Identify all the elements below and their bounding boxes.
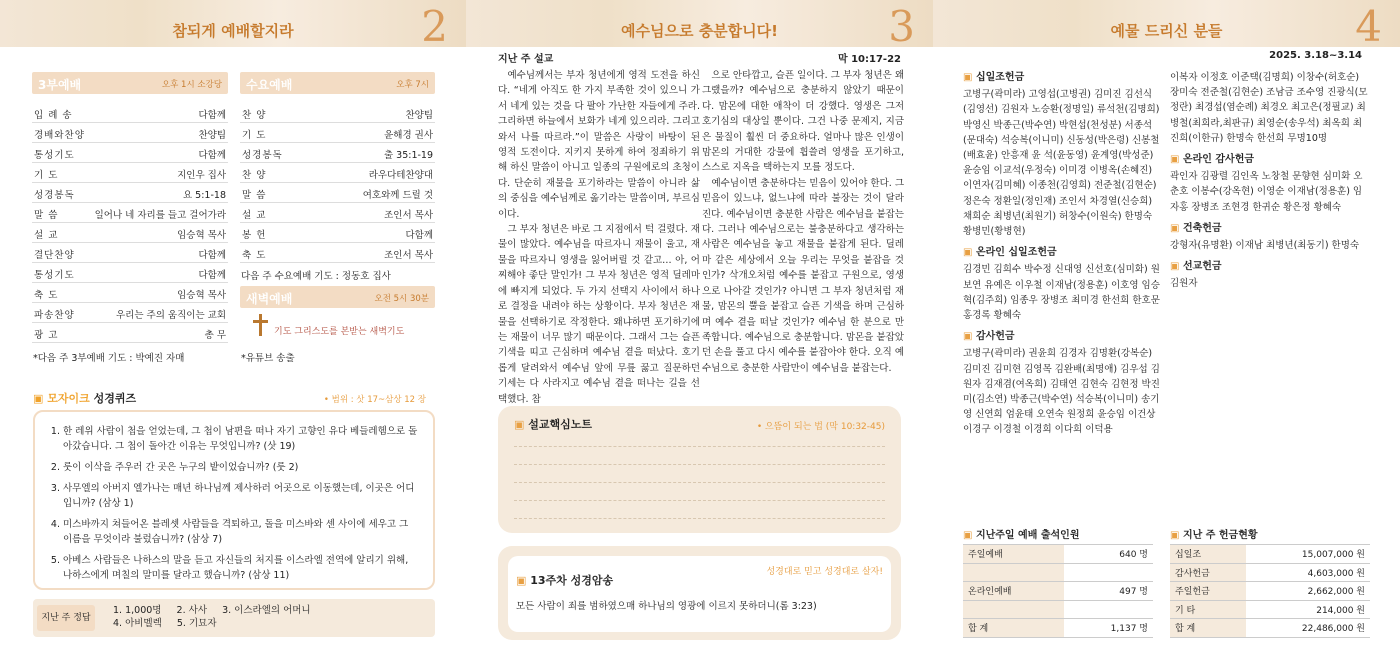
schedule-item: 축 도 [34, 290, 59, 301]
stat-row [963, 563, 1153, 582]
offering-category [963, 70, 1163, 239]
memory-verse-inner [508, 556, 891, 632]
dawn-service-time: 오전 5시 30분 [374, 294, 429, 304]
schedule-item: 축 도 [242, 250, 267, 261]
schedule-value: 라우다테찬양대 [368, 170, 433, 181]
panel-title: 참되게 예배할지라 [172, 22, 294, 40]
schedule-item: 통성기도 [34, 150, 75, 161]
stat-label: 주일예배 [963, 545, 1064, 564]
offering-names: 김경민 김희수 박수정 신대영 신선호(심미화) 원보연 유예은 이우철 이재남(정용훈) 이호영 임승혁(김주희) 임종우 장병조 최미경 한선희 한호문 홍경록 황혜숙 [963, 264, 1160, 322]
quiz-heading: 성경퀴즈 [93, 392, 137, 405]
stat-value [1064, 563, 1153, 582]
schedule-row [32, 323, 228, 343]
offering-panel [933, 0, 1400, 662]
page-number: 2 [421, 2, 448, 51]
schedule-item: 성경봉독 [34, 190, 75, 201]
note-line[interactable] [514, 446, 885, 447]
square-icon: ▣ [963, 530, 973, 541]
panel-banner [466, 0, 933, 51]
offering-category-name: 선교헌금 [1182, 261, 1222, 273]
square-icon: ▣ [516, 574, 527, 587]
quiz-range: • 범위 : 삿 17~삼상 12 장 [323, 395, 426, 405]
sermon-paragraph: 예수님이면 충분하다는 믿음이 있어야 한다. 그 믿음이 있느냐, 없느냐에 따라 불장는 것이 달라진다. 예수님이면 충분한 사람은 예수님을 붙잡는다. 그러나 예수님으로는 불충분하다고 생각하는 사람은 예수님을 놓고 재물을 붙잡게 된다. 딜레마 같은 세상에서 오늘 우리는 무엇을 붙잡을 것인가? 삭개오처럼 예수를 붙잡고 구원으로, 영생으로 나아갈 것인가? 아니면 그 부자 청년처럼 재물, 맘몬의 뿔을 붙잡고 슬픈 기색을 하며 근심하며 예수 곁을 떠날 것인가? 예수님 한 분으로 만족합니다. 예수님으로 충분합니다. 맘몬을 붙잡았던 손을 풀고 다시 예수를 붙잡아야 한다. 오직 예수님으로 충분한 사람만이 예수님을 붙잡는다. [702, 177, 904, 374]
memory-verse-text: 모든 사람이 죄를 범하였으매 하나님의 영광에 이르지 못하더니(롬 3:23) [516, 601, 817, 612]
schedule-value: 임승혁 목사 [177, 290, 226, 301]
note-line[interactable] [514, 518, 885, 519]
square-icon: ▣ [1170, 530, 1180, 541]
sermon-notes-sub: • 으뜸이 되는 법 (막 10:32-45) [756, 422, 885, 432]
quiz-square-icon: ▣ [33, 392, 44, 405]
offering-list-left [963, 70, 1163, 444]
panel-banner [0, 0, 466, 51]
attendance-heading: 지난주일 예배 출석인원 [975, 530, 1080, 541]
square-icon: ▣ [963, 331, 976, 343]
sunday-service-title: 3부예배 [38, 78, 82, 92]
schedule-row [240, 123, 435, 143]
schedule-item: 성경봉독 [242, 150, 283, 161]
stat-value: 497 명 [1064, 582, 1153, 601]
stat-label: 합 계 [1170, 619, 1246, 638]
dawn-prayer-logo [246, 312, 436, 344]
stat-value: 640 명 [1064, 545, 1153, 564]
note-line[interactable] [514, 464, 885, 465]
schedule-row [32, 203, 228, 223]
attendance-title [963, 526, 1080, 541]
sermon-paragraph: 으로 안타깝고, 슬픈 일이다. 그 부자 청년은 왜 그랬을까? 예수님으로 충분하지 않았기 때문이다. 맘몬에 대한 애착이 더 강했다. 영생은 그저 호기심의 대상일 뿐이다. 그건 나중 문제지, 지금은 물질이 훨씬 더 중요하다. 얼마나 많은 인생이 맘몬의 거대한 강물에 휩쓸려 영생을 포기하고, 스스로 지옥을 택하는지 모를 정도다. [702, 70, 904, 174]
offering-names: 김원자 [1170, 278, 1198, 290]
memory-verse-heading: 13주차 성경암송 [530, 574, 614, 587]
schedule-item: 봉 헌 [242, 230, 267, 241]
quiz-question: 3. 사무엘의 아버지 엘가나는 매년 하나님께 제사하러 어곳으로 이동했는데, 이곳은 어디입니까? (삼상 1) [63, 481, 419, 511]
memory-verse-box [498, 546, 901, 640]
schedule-value: 다함께 [405, 230, 433, 241]
stat-row [1170, 563, 1370, 582]
stat-label [963, 600, 1064, 619]
schedule-row [240, 103, 435, 123]
schedule-row [240, 143, 435, 163]
quiz-brand: 모자이크 [47, 392, 90, 405]
offering-category-name: 온라인 십일조헌금 [975, 247, 1057, 259]
schedule-value: 요 5:1-18 [182, 190, 226, 201]
stat-value: 22,486,000 원 [1246, 619, 1370, 638]
stat-value: 1,137 명 [1064, 619, 1153, 638]
stat-label: 기 타 [1170, 600, 1246, 619]
memory-verse-title [516, 572, 613, 588]
wednesday-next-prayer: 다음 주 수요예배 기도 : 정동호 집사 [241, 271, 391, 282]
schedule-item: 말 씀 [34, 210, 59, 221]
answer-label: 지난 주 정답 [37, 605, 95, 631]
square-icon: ▣ [1170, 222, 1183, 234]
quiz-question: 4. 미스바까지 쳐들어온 블레셋 사람들을 격퇴하고, 돌을 미스바와 센 사이에 세우고 그 이름을 무엇이라 불렀습니까? (삼상 7) [63, 517, 419, 547]
offering-category-title [963, 329, 1163, 344]
schedule-item: 말 씀 [242, 190, 267, 201]
schedule-value: 조인서 목사 [384, 210, 433, 221]
schedule-row [32, 243, 228, 263]
stat-row [1170, 582, 1370, 601]
schedule-item: 찬 양 [242, 170, 267, 181]
offering-category [963, 329, 1163, 437]
square-icon: ▣ [1170, 154, 1183, 166]
page-number: 3 [888, 2, 915, 51]
offering-category [1170, 259, 1370, 291]
square-icon: ▣ [963, 72, 976, 83]
schedule-item: 통성기도 [34, 270, 75, 281]
stat-label: 십일조 [1170, 545, 1246, 564]
schedule-value: 출 35:1-19 [383, 150, 433, 161]
offering-category-name: 건축헌금 [1182, 222, 1222, 234]
schedule-item: 입 례 송 [34, 110, 73, 121]
offering-names: 곽인자 김광렬 김인옥 노창철 문향현 심미화 오춘호 이봉수(강옥현) 이영순 이재남(정용훈) 임자홍 장병조 조현경 한귀순 황은정 황혜숙 [1170, 171, 1363, 213]
worship-panel [0, 0, 466, 662]
note-line[interactable] [514, 482, 885, 483]
schedule-row [32, 223, 228, 243]
schedule-row [240, 243, 435, 263]
offering-category [1170, 70, 1370, 146]
schedule-item: 설 교 [242, 210, 267, 221]
schedule-value: 다함께 [198, 110, 226, 121]
quiz-question-list [49, 424, 419, 589]
offering-summary-title [1170, 526, 1258, 541]
panel-title: 예물 드리신 분들 [1110, 22, 1223, 40]
attendance-table [963, 544, 1153, 638]
stat-label [963, 563, 1064, 582]
schedule-value: 일어나 네 자리를 들고 걸어가라 [94, 210, 226, 221]
offering-category [1170, 221, 1370, 253]
page-number: 4 [1355, 2, 1382, 51]
schedule-value: 찬양팀 [405, 110, 433, 121]
sermon-notes-title [514, 416, 592, 432]
schedule-row [240, 183, 435, 203]
schedule-value: 조인서 목사 [384, 250, 433, 261]
panel-title: 예수님으로 충분합니다! [621, 22, 778, 40]
schedule-row [32, 263, 228, 283]
stat-value: 4,603,000 원 [1246, 563, 1370, 582]
stat-row [963, 600, 1153, 619]
dawn-streaming-note: *유튜브 송출 [241, 353, 295, 364]
answer-box [33, 599, 435, 637]
offering-names: 이복자 이정호 이준택(김명희) 이창수(허호순) 장미숙 전준철(김현순) 조남금 조수영 진광식(모정란) 최경섭(염순례) 최경오 최고은(정필교) 최병철(최희라,최판규) 최영순(송우석) 최옥희 최진희(이한규) 한명숙 한선희 무명10명 [1170, 72, 1368, 144]
sermon-panel [466, 0, 933, 662]
dawn-service-header [240, 286, 435, 308]
schedule-item: 설 교 [34, 230, 59, 241]
note-line[interactable] [514, 500, 885, 501]
answer-text [113, 604, 311, 630]
sermon-notes-box [498, 406, 901, 533]
dawn-logo-text: 기도 그리스도를 본받는 새벽기도 [274, 327, 405, 337]
offering-category-title [963, 70, 1163, 85]
offering-list-right [1170, 70, 1370, 298]
stat-value: 15,007,000 원 [1246, 545, 1370, 564]
schedule-row [32, 123, 228, 143]
schedule-row [32, 103, 228, 123]
sermon-paragraph: 그 부자 청년은 바로 그 지점에서 턱 걸렸다. 재물이 많았다. 예수님을 따르자니 재물이 울고, 재물을 따르자니 영생을 잃어버릴 것 같고… 아, 어찌해야 좋단 말인가! 그 부자 청년은 영적 딜레마에 빠지게 되었다. 두 가지 선택지 사이에서 하나로 결정을 내려야 하는 상황이다. 부자 청년은 재물을 선택하기로 작정한다. 왜냐하면 포기하기에는 재물이 너무 많기 때문이다. 그래서 그는 슬픈 기색을 띠고 근심하며 예수님 곁을 떠났다. 호기롭게 달려와서 예수님 앞에 무릎 꿇고 질문하던 기세는 다 사라지고 예수님 곁을 떠나는 길을 선택했다. 참 [498, 224, 700, 405]
square-icon: ▣ [963, 247, 976, 259]
sunday-service-header [32, 72, 228, 94]
stat-value: 214,000 원 [1246, 600, 1370, 619]
offering-category-name: 십일조헌금 [975, 72, 1025, 83]
offering-names: 고병구(곽미라) 권윤희 김경자 김명환(강복순) 김미진 김미현 김영목 김완배(최명애) 김우섭 김원자 김재겸(여옥희) 김태연 김현숙 김현정 박진미(김소연) 박종근(박수연) 석승복(이니미) 송기영 신연희 엄윤태 오연숙 원정희 윤승임 이건상 이경구 이경철 이경희 이다희 이덕용 [963, 348, 1160, 436]
stat-label: 주일헌금 [1170, 582, 1246, 601]
schedule-value: 다함께 [198, 270, 226, 281]
schedule-item: 기 도 [242, 130, 267, 141]
schedule-value: 다함께 [198, 150, 226, 161]
schedule-item: 광 고 [34, 330, 59, 341]
stat-row [1170, 619, 1370, 638]
schedule-item: 경배와찬양 [34, 130, 85, 141]
schedule-value: 우리는 주의 움직이는 교회 [115, 310, 226, 321]
cross-icon [250, 312, 272, 338]
sunday-service-time: 오후 1시 소강당 [161, 80, 222, 90]
schedule-value: 총 무 [204, 330, 226, 341]
offering-category-title [1170, 152, 1370, 167]
schedule-row [240, 163, 435, 183]
stat-value: 2,662,000 원 [1246, 582, 1370, 601]
schedule-value: 임승혁 목사 [177, 230, 226, 241]
stat-row [1170, 545, 1370, 564]
stat-label: 합 계 [963, 619, 1064, 638]
answer-line: 4. 아비멜렉 5. 기묘자 [113, 618, 217, 629]
schedule-value: 여호와께 드릴 것 [362, 190, 433, 201]
schedule-row [32, 303, 228, 323]
offering-summary-table [1170, 544, 1370, 638]
schedule-value: 찬양팀 [198, 130, 226, 141]
panel-banner [933, 0, 1400, 51]
offering-names: 고병구(곽미라) 고영섭(고병권) 김미진 김선식(김영선) 김원자 노승환(정명일) 류석천(김명희) 박영신 박종근(박수연) 박현섭(천성분) 서종석(문대숙) 석승복(이니미) 신동성(박은령) 신봉철(배효윤) 안흥재 윤 석(윤동영) 윤계영(박성준) 윤승임 이교석(우정숙) 이미경 이병옥(손혜진) 이연자(김미혜) 이종천(김영희) 전준철(김현순) 정은숙 정환일(정인재) 조인서 차경열(신승희) 채희순 최병년(최원기) 허창수(이원숙) 한명숙 황병민(황병현) [963, 89, 1160, 238]
stat-label: 온라인예배 [963, 582, 1064, 601]
square-icon: ▣ [1170, 261, 1183, 273]
schedule-item: 결단찬양 [34, 250, 75, 261]
sermon-column-right [702, 68, 904, 376]
sermon-reference: 막 10:17-22 [837, 54, 901, 65]
schedule-item: 찬 양 [242, 110, 267, 121]
answer-line: 1. 1,000명 2. 사사 3. 이스라엘의 어머니 [113, 605, 311, 616]
schedule-row [240, 223, 435, 243]
square-icon: ▣ [514, 418, 525, 431]
quiz-question: 1. 한 레위 사람이 첩을 얻었는데, 그 첩이 남편을 떠나 자기 고향인 유다 베들레헴으로 돌아갔습니다. 그 첩이 돌아간 이유는 무엇입니까? (삿 19) [63, 424, 419, 454]
schedule-row [240, 203, 435, 223]
schedule-row [32, 183, 228, 203]
offering-category-title [963, 245, 1163, 260]
stat-row [963, 545, 1153, 564]
offering-category-title [1170, 221, 1370, 236]
offering-category-name: 감사헌금 [975, 331, 1015, 343]
wednesday-service-header [240, 72, 435, 94]
offering-category [963, 245, 1163, 323]
wednesday-service-title: 수요예배 [246, 78, 293, 92]
stat-row [963, 619, 1153, 638]
stat-value [1064, 600, 1153, 619]
sunday-next-prayer: *다음 주 3부예배 기도 : 박예진 자매 [33, 353, 185, 364]
schedule-item: 파송찬양 [34, 310, 75, 321]
wednesday-service-time: 오후 7시 [396, 80, 429, 90]
stat-label: 감사헌금 [1170, 563, 1246, 582]
offering-names: 강형자(유명환) 이재남 최병년(최동기) 한명숙 [1170, 240, 1360, 252]
schedule-value: 지인우 집사 [177, 170, 226, 181]
sermon-label: 지난 주 설교 [498, 54, 554, 65]
stat-row [963, 582, 1153, 601]
schedule-value: 다함께 [198, 250, 226, 261]
quiz-title [33, 390, 136, 406]
offering-summary-heading: 지난 주 헌금현황 [1182, 530, 1258, 541]
schedule-row [32, 143, 228, 163]
schedule-item: 기 도 [34, 170, 59, 181]
stat-row [1170, 600, 1370, 619]
schedule-value: 윤해경 권사 [384, 130, 433, 141]
offering-category-title [1170, 259, 1370, 274]
dawn-service-title: 새벽예배 [246, 292, 293, 306]
sermon-column-left [498, 68, 700, 407]
date-range: 2025. 3.18~3.14 [1269, 50, 1362, 61]
sermon-paragraph: 예수님께서는 부자 청년에게 영적 도전을 하신다. “네게 아직도 한 가지 부족한 것이 있으니 가서 네게 있는 것을 다 팔아 가난한 자들에게 주라. 그리하면 하늘에서 보화가 네게 있으리라. 그리고 와서 나를 따르라.”이 말씀은 사랑이 바탕이 된 영적 도전이다. 지키지 못하게 하여 정죄하기 위해 하신 말씀이 아니고 일종의 구원에로의 초청이다. 단순히 재물을 포기하라는 말씀이 아니라 삶의 중심을 예수님께로 옮기라는 말씀이며, 부르심이다. [498, 70, 700, 220]
sermon-notes-heading: 설교핵심노트 [528, 418, 593, 431]
offering-category-name: 온라인 감사헌금 [1182, 154, 1255, 166]
schedule-row [32, 163, 228, 183]
offering-category [1170, 152, 1370, 215]
schedule-row [32, 283, 228, 303]
quiz-box [33, 410, 435, 590]
quiz-question: 2. 룻이 이삭을 주우러 간 곳은 누구의 밭이었습니까? (룻 2) [63, 460, 419, 475]
quiz-question: 5. 아베스 사람들은 나하스의 말을 듣고 자신들의 처지를 이스라엘 전역에 알리기 위해, 나하스에게 며칠의 말미를 달라고 했습니까? (삼상 11) [63, 553, 419, 583]
memory-verse-slogan: 성경대로 믿고 성경대로 살자! [766, 567, 883, 577]
